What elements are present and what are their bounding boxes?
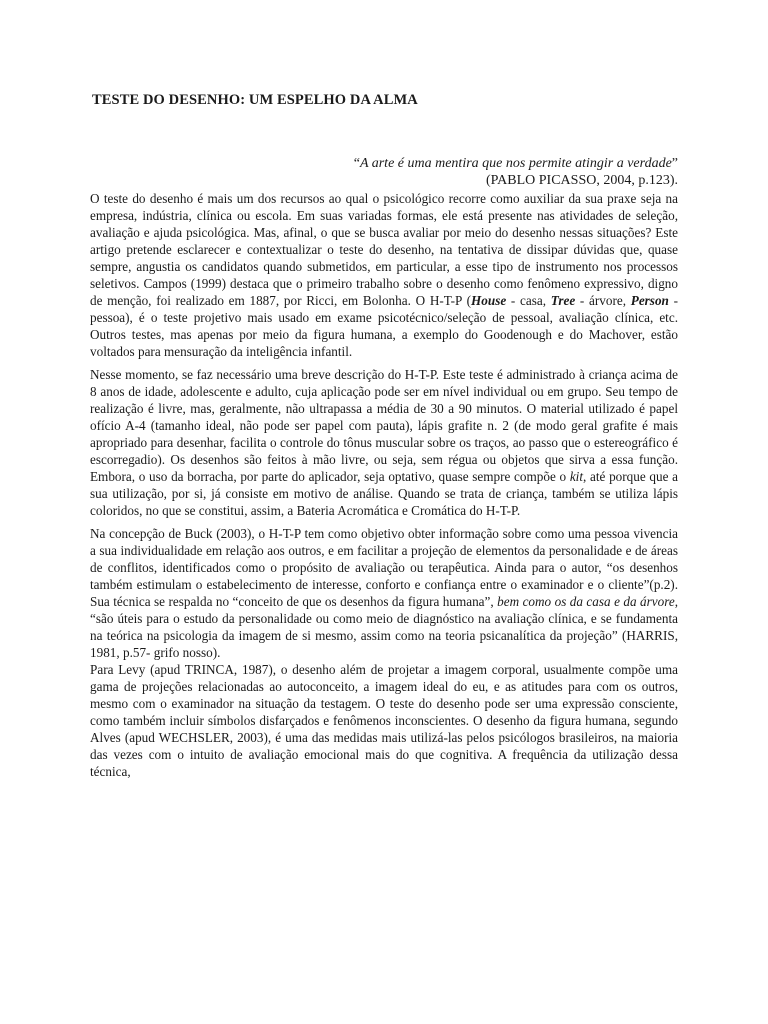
epigraph-quote-line xyxy=(90,155,678,172)
paragraph-1-text-a: O teste do desenho é mais um dos recursos ao qual o psicológico recorre como auxiliar da sua praxe seja na empresa, indústria, clínica ou escola. Em suas variadas formas, ele está presente nas atividades de seleção, avaliação e ajuda psicológica. Mas, afinal, o que se busca avaliar por meio do desenho nessas situações? Este artigo pretende esclarecer e contextualizar o teste do desenho, na tentativa de dissipar dúvidas que, quase sempre, angustia os candidatos quando submetidos, em particular, a esse tipo de instrumento nos processos seletivos. Campos (1999) destaca que o primeiro trabalho sobre o desenho como fenômeno expressivo, digno de menção, foi realizado em 1887, por Ricci, em Bolonha. O H-T-P ( xyxy=(90,191,678,308)
term-tree: Tree xyxy=(550,293,576,308)
paragraph-1 xyxy=(90,190,678,360)
paragraph-2-text-b: , até porque que a sua utilização, por si, já consiste em motivo de análise. Quando se trata de criança, também se utiliza lápis coloridos, no que se constitui, assim, a Bateria Acromática e Cromática do H-T-P. xyxy=(90,469,678,518)
document-title: TESTE DO DESENHO: UM ESPELHO DA ALMA xyxy=(92,92,418,108)
paragraph-1-text-c: - árvore, xyxy=(575,293,631,308)
term-house: House xyxy=(471,293,507,308)
term-person: Person xyxy=(630,293,669,308)
paragraph-1-text-d: - pessoa), é o teste projetivo mais usado em exame psicotécnico/seleção de pessoal, avaliação clínica, etc. Outros testes, mas apenas por meio da figura humana, a exemplo do Goodenough e do Machover, estão voltados para mensuração da inteligência infantil. xyxy=(90,293,678,359)
epigraph-quote: A arte é uma mentira que nos permite atingir a verdade xyxy=(359,156,672,171)
paragraph-2-text-a: Nesse momento, se faz necessário uma breve descrição do H-T-P. Este teste é administrado à criança acima de 8 anos de idade, adolescente e adulto, cuja aplicação pode ser em nível individual ou em grupo. Seu tempo de realização é livre, mas, geralmente, não ultrapassa a média de 30 a 90 minutos. O material utilizado é papel ofício A-4 (tamanho ideal, não pode ser papel com pauta), lápis grafite n. 2 (de modo geral grafite é mais apropriado para desenhar, facilita o controle do tônus muscular sobre os traços, ao passo que o estereográfico é escorregadio). Os desenhos são feitos à mão livre, ou seja, sem régua ou objetos que sirva a essa função. Embora, o uso da borracha, por parte do aplicador, seja optativo, quase sempre compõe o xyxy=(90,367,678,484)
epigraph-citation: (PABLO PICASSO, 2004, p.123). xyxy=(485,173,678,188)
epigraph xyxy=(90,155,678,189)
paragraph-3-text-a: Na concepção de Buck (2003), o H-T-P tem como objetivo obter informação sobre como uma pessoa vivencia a sua individualidade em relação aos outros, e em facilitar a projeção de elementos da personalidade e de áreas de conflitos, identificados como o propósito de avaliação ou terapêutica. Ainda para o autor, “os desenhos também estimulam o estabelecimento de interesse, conforto e confiança entre o examinador e o cliente”(p.2). Sua técnica se respalda no “conceito de que os desenhos da figura humana”, xyxy=(90,526,678,609)
paragraph-1-text-b: - casa, xyxy=(506,293,551,308)
term-kit: kit xyxy=(569,469,583,484)
paragraph-3-text-b: , “são úteis para o estudo da personalidade ou como meio de diagnóstico na avaliação clínica, e se fundamenta na teórica na psicologia da imagem de si mesmo, assim como na teoria psicanalítica da projeção” (HARRIS, 1981, p.57- grifo nosso). xyxy=(90,594,678,660)
paragraph-3-emphasis: bem como os da casa e da árvore xyxy=(497,594,675,609)
epigraph-open-quote: “ xyxy=(353,156,360,171)
epigraph-close-quote: ” xyxy=(671,156,678,171)
paragraph-2 xyxy=(90,366,678,519)
paragraph-3 xyxy=(90,525,678,661)
document-page xyxy=(90,92,678,786)
paragraph-4: Para Levy (apud TRINCA, 1987), o desenho além de projetar a imagem corporal, usualmente compõe uma gama de projeções relacionadas ao autoconceito, a imagem ideal do eu, e as atitudes para com os outros, mesmo com o examinador na situação da testagem. O teste do desenho pode ser uma expressão consciente, como também incluir símbolos disfarçados e fenômenos inconscientes. O desenho da figura humana, segundo Alves (apud WECHSLER, 2003), é uma das medidas mais utilizá-las pelos psicólogos brasileiros, na maioria das vezes com o intuito de avaliação emocional mais do que cognitiva. A frequência da utilização dessa técnica, xyxy=(90,662,678,779)
